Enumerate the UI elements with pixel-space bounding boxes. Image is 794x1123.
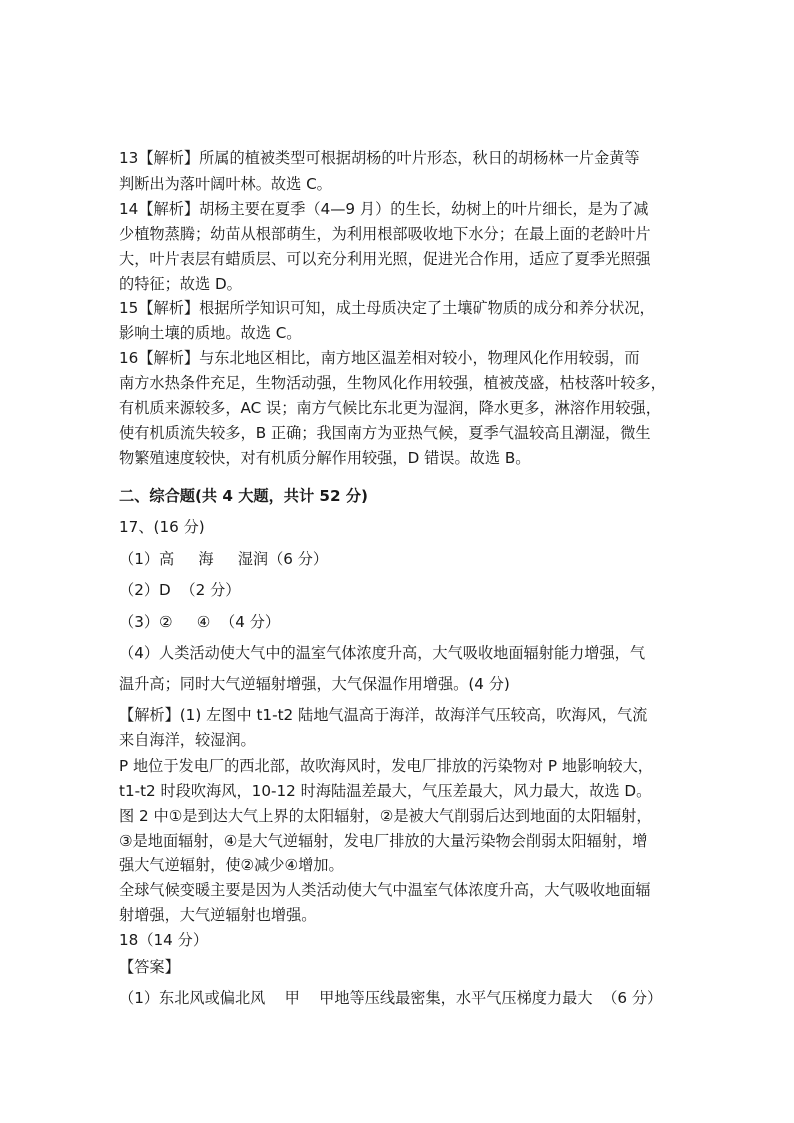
answer-line: （3）② ④ （4 分）: [119, 613, 281, 631]
answer-line: （2）D （2 分）: [119, 581, 241, 599]
question-header: 18（14 分）: [119, 931, 209, 949]
answer-line: （1）高 海 湿润（6 分）: [119, 550, 329, 568]
analysis-line: P 地位于发电厂的西北部，故吹海风时，发电厂排放的污染物对 P 地影响较大，: [119, 757, 653, 775]
analysis-line: 图 2 中①是到达大气上界的太阳辐射，②是被大气削弱后达到地面的太阳辐射，: [119, 807, 652, 825]
answer-line: 温升高；同时大气逆辐射增强，大气保温作用增强。(4 分): [119, 675, 510, 693]
text-line: 15【解析】根据所学知识可知，成土母质决定了土壤矿物质的成分和养分状况，: [119, 299, 655, 317]
analysis-line: 全球气候变暖主要是因为人类活动使大气中温室气体浓度升高，大气吸收地面辐: [119, 881, 651, 899]
text-line: 有机质来源较多，AC 误；南方气候比东北更为湿润，降水更多，淋溶作用较强，: [119, 399, 661, 417]
text-line: 影响土壤的质地。故选 C。: [119, 324, 302, 342]
text-line: 南方水热条件充足，生物活动强，生物风化作用较强，植被茂盛，枯枝落叶较多，: [119, 374, 666, 392]
text-line: 的特征；故选 D。: [119, 275, 242, 293]
text-line: 13【解析】所属的植被类型可根据胡杨的叶片形态，秋日的胡杨林一片金黄等: [119, 149, 640, 167]
text-line: 少植物蒸腾；幼苗从根部萌生，为利用根部吸收地下水分；在最上面的老龄叶片: [119, 225, 651, 243]
analysis-line: 射增强，大气逆辐射也增强。: [119, 906, 317, 924]
answer-label: 【答案】: [119, 958, 180, 976]
analysis-line: 强大气逆辐射，使②减少④增加。: [119, 856, 344, 874]
answer-line: （4）人类活动使大气中的温室气体浓度升高，大气吸收地面辐射能力增强，气: [119, 644, 646, 662]
analysis-line: t1-t2 时段吹海风，10-12 时海陆温差最大，气压差最大，风力最大，故选 D。: [119, 782, 652, 800]
answer-line: （1）东北风或偏北风 甲 甲地等压线最密集，水平气压梯度力最大 （6 分）: [119, 989, 663, 1007]
text-line: 大，叶片表层有蜡质层、可以充分利用光照，促进光合作用，适应了夏季光照强: [119, 250, 651, 268]
text-line: 使有机质流失较多，B 正确；我国南方为亚热气候，夏季气温较高且潮湿，微生: [119, 424, 651, 442]
question-header: 17、(16 分): [119, 518, 205, 536]
analysis-line: ③是地面辐射，④是大气逆辐射，发电厂排放的大量污染物会削弱太阳辐射，增: [119, 832, 648, 850]
text-line: 物繁殖速度较快，对有机质分解作用较强，D 错误。故选 B。: [119, 449, 531, 467]
text-line: 14【解析】胡杨主要在夏季（4—9 月）的生长，幼树上的叶片细长，是为了减: [119, 200, 649, 218]
text-line: 16【解析】与东北地区相比，南方地区温差相对较小，物理风化作用较弱，而: [119, 349, 640, 367]
section-heading: 二、综合题(共 4 大题，共计 52 分): [119, 487, 368, 505]
analysis-line: 来自海洋，较湿润。: [119, 731, 256, 749]
text-line: 判断出为落叶阔叶林。故选 C。: [119, 175, 332, 193]
analysis-line: 【解析】(1) 左图中 t1-t2 陆地气温高于海洋，故海洋气压较高，吹海风，气流: [119, 706, 648, 724]
